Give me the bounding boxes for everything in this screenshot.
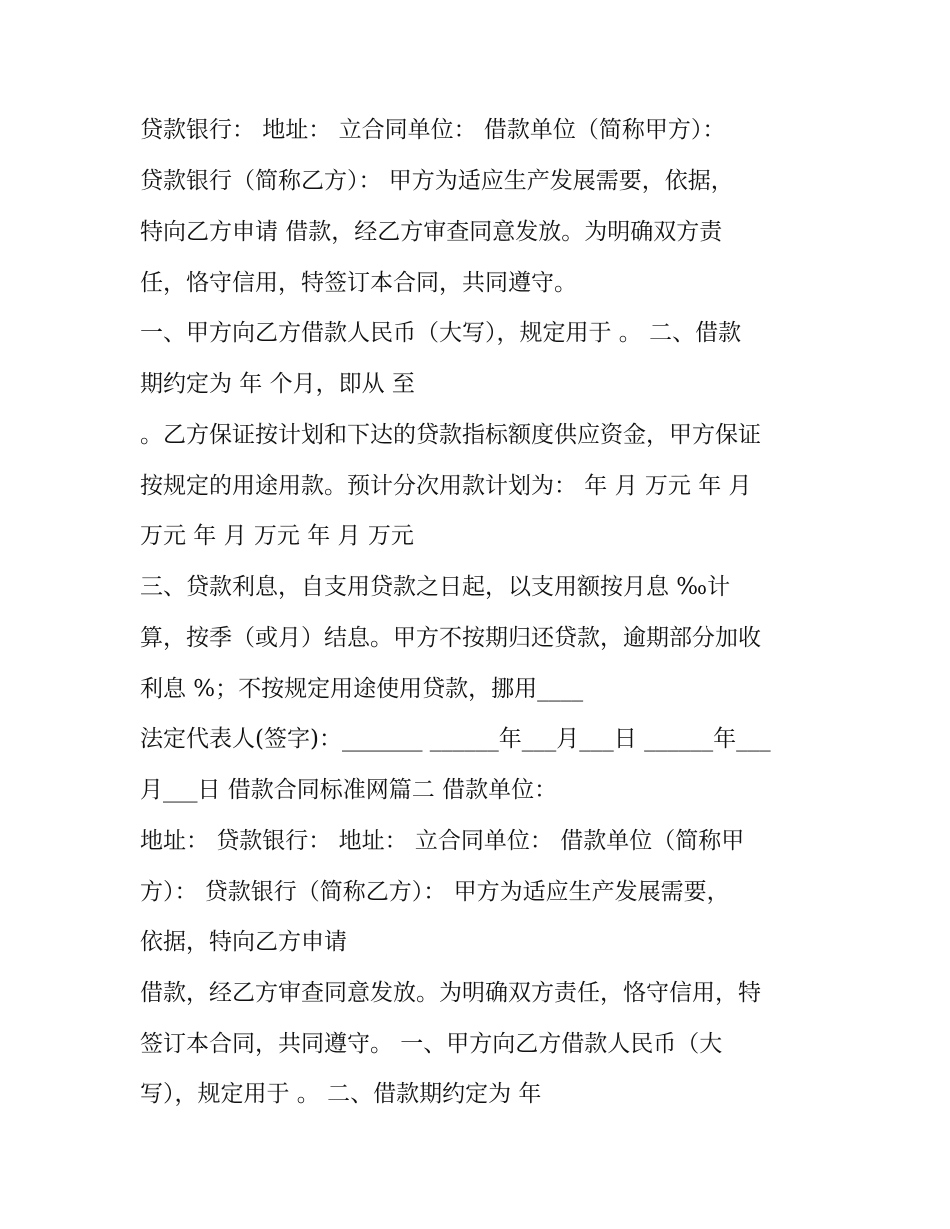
signature-line: 法定代表人(签字)：_______ ______年___月___日 ______年___	[140, 726, 771, 752]
text-line: 三、贷款利息，自支用贷款之日起，以支用额按月息 ‰计	[140, 574, 731, 600]
text-line: 算，按季（或月）结息。甲方不按期归还贷款，逾期部分加收	[140, 625, 761, 651]
text-line: 一、甲方向乙方借款人民币（大写），规定用于 。 二、借款	[140, 320, 742, 346]
text-line: 写），规定用于 。 二、借款期约定为 年	[140, 1081, 542, 1107]
text-line: 任，恪守信用，特签订本合同，共同遵守。	[140, 270, 577, 296]
text-line: 利息 %；不按规定用途使用贷款，挪用____	[140, 676, 584, 702]
text-line: 万元 年 月 万元 年 月 万元	[140, 523, 414, 549]
text-line: 月___日 借款合同标准网篇二 借款单位：	[140, 777, 558, 803]
text-line: 借款，经乙方审查同意发放。为明确双方责任，恪守信用，特	[140, 980, 761, 1006]
text-line: 特向乙方申请 借款，经乙方审查同意发放。为明确双方责	[140, 219, 723, 245]
text-line: 期约定为 年 个月，即从 至	[140, 371, 415, 397]
text-line: 按规定的用途用款。预计分次用款计划为： 年 月 万元 年 月	[140, 473, 752, 499]
text-line: 地址： 贷款银行： 地址： 立合同单位： 借款单位（简称甲	[140, 828, 745, 854]
text-line: 贷款银行： 地址： 立合同单位： 借款单位（简称甲方）：	[140, 117, 726, 143]
text-line: 方）： 贷款银行（简称乙方）： 甲方为适应生产发展需要，	[140, 879, 730, 905]
text-line: 签订本合同，共同遵守。 一、甲方向乙方借款人民币（大	[140, 1031, 723, 1057]
text-line: 贷款银行（简称乙方）： 甲方为适应生产发展需要，依据，	[140, 168, 734, 194]
text-line: 。乙方保证按计划和下达的贷款指标额度供应资金，甲方保证	[140, 422, 761, 448]
text-line: 依据，特向乙方申请	[140, 929, 347, 955]
